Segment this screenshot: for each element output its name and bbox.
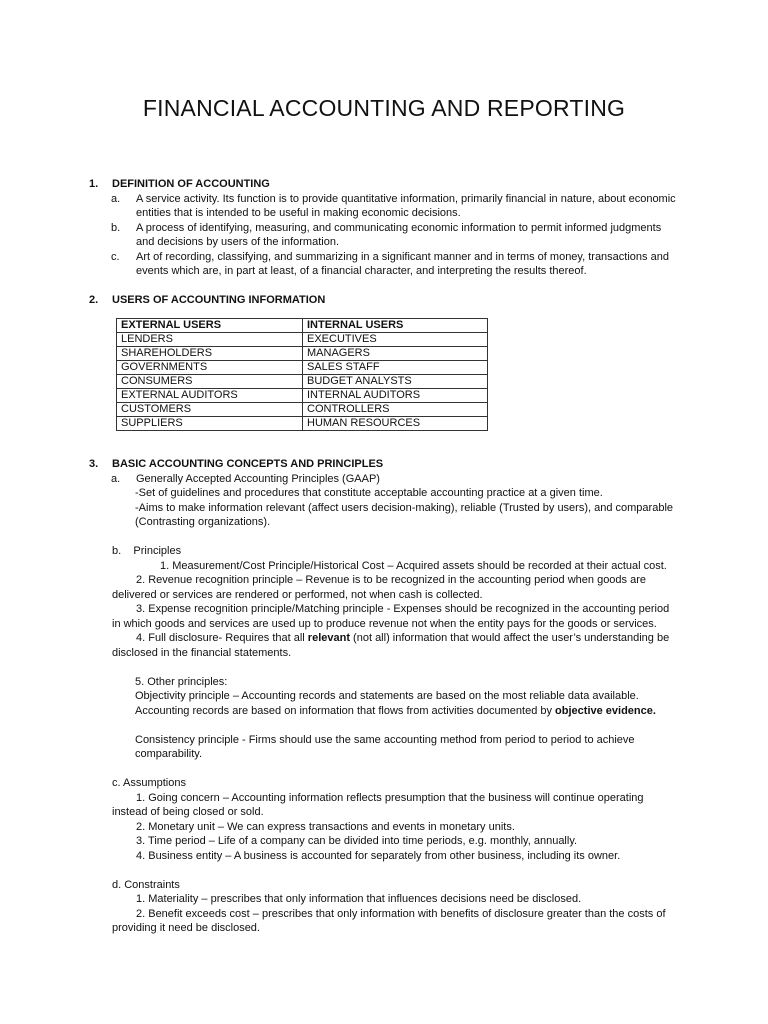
- consistency-principle: Consistency principle - Firms should use the same accounting method from period to period to achieve comparability.: [135, 733, 635, 760]
- assumption-text: 2. Monetary unit – We can express transactions and events in monetary units.: [136, 820, 515, 833]
- section-users: [89, 293, 679, 308]
- constraint-text: 1. Materiality – prescribes that only information that influences decisions need be disclosed.: [136, 893, 582, 905]
- table-cell: CONTROLLERS: [303, 403, 488, 417]
- constraint-text: 2. Benefit exceeds cost – prescribes that only information with benefits of disclosure greater than the costs of providing it need be disclosed.: [112, 907, 666, 934]
- assumption-item: [112, 791, 679, 820]
- constraints-heading: d. Constraints: [112, 878, 180, 891]
- constraint-item: [112, 892, 679, 907]
- list-item: [111, 250, 679, 279]
- table-row: [117, 389, 488, 403]
- principle-item: [112, 631, 679, 660]
- assumptions-heading: c. Assumptions: [112, 777, 186, 789]
- table-header-row: [117, 319, 488, 333]
- objectivity-principle: Objectivity principle – Accounting records and statements are based on the most reliable data available.: [135, 690, 639, 702]
- table-cell: EXTERNAL AUDITORS: [117, 389, 303, 403]
- table-cell: HUMAN RESOURCES: [303, 417, 488, 431]
- table-row: [117, 403, 488, 417]
- list-text: Art of recording, classifying, and summarizing in a significant manner and in terms of money, transactions and events which are, in part at least, of a financial character, and interpreting the results thereof.: [136, 250, 669, 277]
- gaap-line: -Aims to make information relevant (affect users decision-making), reliable (Trusted by users), and comparable (Contrasting organizations).: [135, 501, 674, 528]
- assumption-text: 3. Time period – Life of a company can be divided into time periods, e.g. monthly, annually.: [136, 835, 578, 847]
- principle-text: 2. Revenue recognition principle – Revenue is to be recognized in the accounting period when goods are delivered or services are rendered or performed, not when cash is collected.: [112, 574, 647, 601]
- section-number: 1.: [89, 178, 99, 190]
- section-definition: [89, 177, 679, 279]
- table-row: [117, 333, 488, 347]
- section-title: BASIC ACCOUNTING CONCEPTS AND PRINCIPLES: [112, 458, 384, 470]
- assumption-text: 4. Business entity – A business is accounted for separately from other business, including its owner.: [136, 849, 621, 862]
- principle-text: Accounting records are based on information that flows from activities documented by: [135, 704, 556, 717]
- section-heading: [89, 457, 679, 472]
- list-letter: b.: [112, 545, 122, 557]
- table-row: [117, 361, 488, 375]
- gaap-item: [111, 472, 679, 487]
- table-row: [117, 417, 488, 431]
- table-cell: BUDGET ANALYSTS: [303, 375, 488, 389]
- constraint-item: [112, 907, 679, 936]
- emphasis-text: relevant: [307, 632, 350, 644]
- section-number: 2.: [89, 294, 99, 306]
- objectivity-evidence: [135, 704, 679, 719]
- section-heading: [89, 293, 679, 308]
- table-cell: SHAREHOLDERS: [117, 347, 303, 361]
- list-letter: c.: [111, 250, 120, 263]
- assumption-text: 1. Going concern – Accounting information reflects presumption that the business will continue operating instead of being closed or sold.: [112, 791, 644, 818]
- table-cell: MANAGERS: [303, 347, 488, 361]
- principles-title: Principles: [133, 545, 182, 557]
- principle-text: 4. Full disclosure- Requires that all: [136, 632, 308, 644]
- list-letter: a.: [111, 192, 121, 205]
- principles-heading: [112, 544, 679, 559]
- principle-item: [112, 559, 679, 574]
- section-heading: [89, 177, 679, 192]
- principle-text: 3. Expense recognition principle/Matching principle - Expenses should be recognized in the accounting period in which goods and services are used up to produce revenue not when the entity pays for the goods or services.: [112, 603, 670, 630]
- column-header: EXTERNAL USERS: [117, 319, 303, 333]
- emphasis-text: objective evidence.: [555, 704, 656, 717]
- list-letter: a.: [111, 472, 121, 485]
- section-title: USERS OF ACCOUNTING INFORMATION: [112, 294, 326, 306]
- section-number: 3.: [89, 458, 99, 470]
- list-item: [111, 192, 679, 221]
- table-cell: CONSUMERS: [117, 375, 303, 389]
- table-cell: EXECUTIVES: [303, 333, 488, 347]
- assumption-item: [112, 820, 679, 835]
- assumption-item: [112, 849, 679, 864]
- table-cell: LENDERS: [117, 333, 303, 347]
- table-cell: INTERNAL AUDITORS: [303, 389, 488, 403]
- principle-item: [112, 573, 679, 602]
- table-cell: GOVERNMENTS: [117, 361, 303, 375]
- table-cell: SUPPLIERS: [117, 417, 303, 431]
- principle-text: 1. Measurement/Cost Principle/Historical Cost – Acquired assets should be recorded at their actual cost.: [160, 559, 667, 572]
- list-letter: b.: [111, 221, 121, 234]
- section-title: DEFINITION OF ACCOUNTING: [112, 178, 270, 190]
- column-header: INTERNAL USERS: [303, 319, 488, 333]
- table-row: [117, 375, 488, 389]
- table-row: [117, 347, 488, 361]
- principle-item: [112, 602, 679, 631]
- assumption-item: [112, 834, 679, 849]
- gaap-line: -Set of guidelines and procedures that constitute acceptable accounting practice at a given time.: [135, 487, 603, 499]
- page-title: FINANCIAL ACCOUNTING AND REPORTING: [142, 95, 626, 121]
- table-cell: SALES STAFF: [303, 361, 488, 375]
- list-item: [111, 221, 679, 250]
- gaap-title: Generally Accepted Accounting Principles (GAAP): [136, 472, 380, 485]
- list-text: A process of identifying, measuring, and communicating economic information to permit informed judgments and decisions by users of the information.: [136, 221, 662, 248]
- principle-text: (not all) information that would affect the user’s understanding be disclosed in the financial statements.: [112, 632, 670, 659]
- list-text: A service activity. Its function is to provide quantitative information, primarily financial in nature, about economic entities that is intended to be useful in making economic decisions.: [136, 192, 676, 219]
- section-concepts: [89, 457, 679, 936]
- users-table: [116, 318, 488, 431]
- table-cell: CUSTOMERS: [117, 403, 303, 417]
- other-principles-title: 5. Other principles:: [135, 675, 228, 688]
